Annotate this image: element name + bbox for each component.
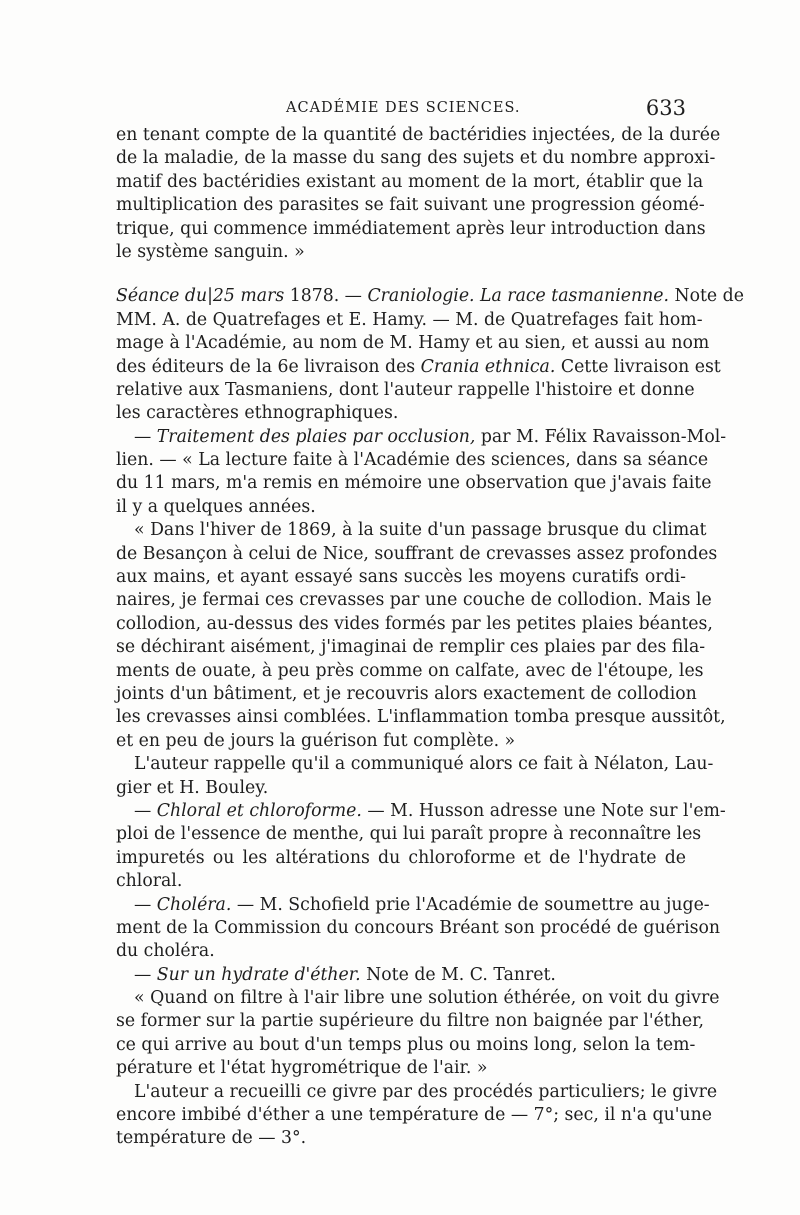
- text-line: L'auteur a recueilli ce givre par des procédés particuliers; le givre: [134, 1081, 718, 1102]
- hydrate-title: Sur un hydrate d'éther.: [156, 964, 361, 985]
- cholera-dash: —: [134, 894, 157, 915]
- crania-after: Cette livraison est: [555, 356, 721, 377]
- page-number: 633: [645, 96, 686, 120]
- text-line: L'auteur rappelle qu'il a communiqué alors ce fait à Nélaton, Lau-: [134, 754, 714, 775]
- body-text: [116, 124, 744, 1151]
- cholera-title: Choléra.: [156, 894, 232, 915]
- text-line: gier et H. Bouley.: [116, 777, 269, 798]
- chloral-dash: —: [134, 800, 157, 821]
- chloral-rest: — M. Husson adresse une Note sur l'em-: [361, 800, 726, 821]
- seance-rest: Note de: [668, 286, 744, 307]
- text-line: ments de ouate, à peu près comme on calfate, avec de l'étoupe, les: [116, 660, 704, 681]
- text-line: ment de la Commission du concours Bréant son procédé de guérison: [116, 917, 720, 938]
- chloral-title: Chloral et chloroforme.: [156, 800, 362, 821]
- text-line: du 11 mars, m'a remis en mémoire une observation que j'avais faite: [116, 473, 712, 494]
- hydrate-heading-line: [116, 964, 686, 987]
- text-line: en tenant compte de la quantité de bactéridies injectées, de la durée: [116, 125, 721, 145]
- text-line: naires, je fermai ces crevasses par une couche de collodion. Mais le: [116, 590, 712, 611]
- text-line: les crevasses ainsi comblées. L'inflammation tomba presque aussitôt,: [116, 707, 726, 728]
- paragraph-gap: [116, 264, 686, 285]
- text-line: joints d'un bâtiment, et je recouvris alors exactement de collodion: [116, 683, 697, 704]
- text-line: ploi de l'essence de menthe, qui lui paraît propre à reconnaître les: [116, 824, 702, 845]
- cholera-heading-line: [116, 894, 710, 917]
- traitement-rest: par M. Félix Ravaisson-Mol-: [475, 426, 727, 447]
- text-line: matif des bactéridies existant au moment de la mort, établir que la: [116, 171, 704, 192]
- text-line: encore imbibé d'éther a une température de — 7°; sec, il n'a qu'une: [116, 1105, 712, 1126]
- cholera-rest: — M. Schofield prie l'Académie de soumettre au juge-: [231, 894, 710, 915]
- text-line: du choléra.: [116, 941, 215, 962]
- traitement-heading-line: [116, 426, 727, 449]
- text-line: mage à l'Académie, au nom de M. Hamy et au sien, et aussi au nom: [116, 333, 710, 354]
- traitement-title: Traitement des plaies par occlusion,: [156, 426, 476, 447]
- text-line: impuretés ou les altérations du chloroforme et de l'hydrate de: [116, 847, 686, 868]
- hydrate-dash: —: [134, 964, 157, 985]
- text-line: « Quand on filtre à l'air libre une solution éthérée, on voit du givre: [134, 988, 720, 1009]
- text-line: il y a quelques années.: [116, 496, 316, 517]
- text-line: trique, qui commence immédiatement après leur introduction dans: [116, 218, 706, 239]
- text-line: MM. A. de Quatrefages et E. Hamy. — M. de Quatrefages fait hom-: [116, 309, 703, 330]
- text-line: lien. — « La lecture faite à l'Académie des sciences, dans sa séance: [116, 450, 709, 471]
- text-line: ce qui arrive au bout d'un temps plus ou moins long, selon la tem-: [116, 1034, 696, 1055]
- chloral-heading-line: [116, 800, 726, 823]
- text-line: se former sur la partie supérieure du filtre non baignée par l'éther,: [116, 1011, 704, 1032]
- text-line: « Dans l'hiver de 1869, à la suite d'un passage brusque du climat: [134, 520, 707, 541]
- seance-section: Craniologie. La race tasmanienne.: [367, 286, 669, 307]
- text-line: aux mains, et ayant essayé sans succès les moyens curatifs ordi-: [116, 567, 686, 588]
- seance-label: Séance du|25 mars: [116, 286, 285, 307]
- text-line-crania: [116, 356, 721, 379]
- seance-year: 1878. —: [284, 286, 368, 307]
- text-line: se déchirant aisément, j'imaginai de remplir ces plaies par des fila-: [116, 637, 706, 658]
- text-line: les caractères ethnographiques.: [116, 403, 399, 424]
- traitement-dash: —: [134, 426, 157, 447]
- running-title: ACADÉMIE DES SCIENCES.: [286, 100, 521, 116]
- seance-heading-line: [116, 285, 744, 308]
- hydrate-rest: Note de M. C. Tanret.: [360, 964, 556, 985]
- text-line: pérature et l'état hygrométrique de l'air. »: [116, 1058, 488, 1079]
- text-line: température de — 3°.: [116, 1128, 307, 1149]
- text-line: multiplication des parasites se fait suivant une progression géomé-: [116, 195, 705, 216]
- text-line: de Besançon à celui de Nice, souffrant de crevasses assez profondes: [116, 543, 718, 564]
- text-line: collodion, au-dessus des vides formés par les petites plaies béantes,: [116, 613, 713, 634]
- crania-title: Crania ethnica.: [420, 356, 556, 377]
- crania-before: des éditeurs de la 6e livraison des: [116, 356, 421, 377]
- text-line: et en peu de jours la guérison fut complète. »: [116, 730, 516, 751]
- text-line: le système sanguin. »: [116, 241, 305, 262]
- text-line: chloral.: [116, 871, 183, 892]
- text-line: de la maladie, de la masse du sang des sujets et du nombre approxi-: [116, 148, 716, 169]
- running-head: [116, 96, 686, 122]
- text-line: relative aux Tasmaniens, dont l'auteur rappelle l'histoire et donne: [116, 379, 695, 400]
